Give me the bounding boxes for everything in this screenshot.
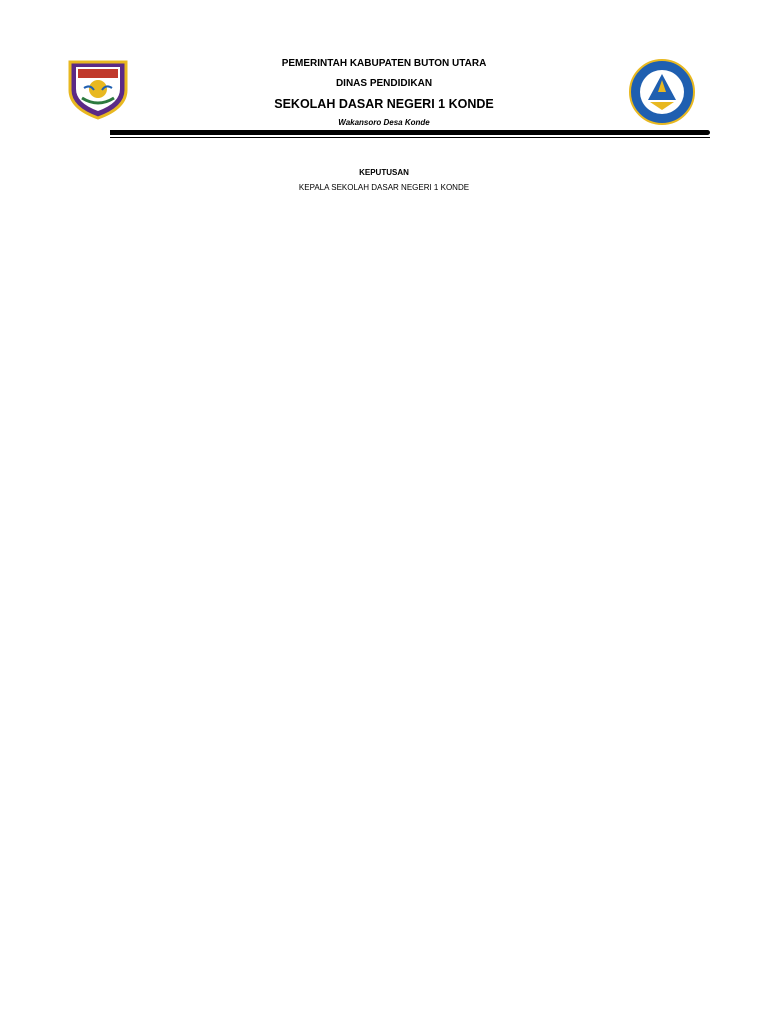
letterhead-government: PEMERINTAH KABUPATEN BUTON UTARA (281, 58, 487, 69)
decree-issuer: KEPALA SEKOLAH DASAR NEGERI 1 KONDE (298, 183, 470, 192)
letterhead-divider-thin (110, 137, 710, 138)
decree-heading: KEPUTUSAN (359, 168, 409, 177)
letterhead-address: Wakansoro Desa Konde (338, 118, 430, 127)
letterhead-agency: DINAS PENDIDIKAN (335, 78, 433, 89)
letterhead-school: SEKOLAH DASAR NEGERI 1 KONDE (274, 97, 494, 111)
letterhead-divider (110, 130, 710, 135)
